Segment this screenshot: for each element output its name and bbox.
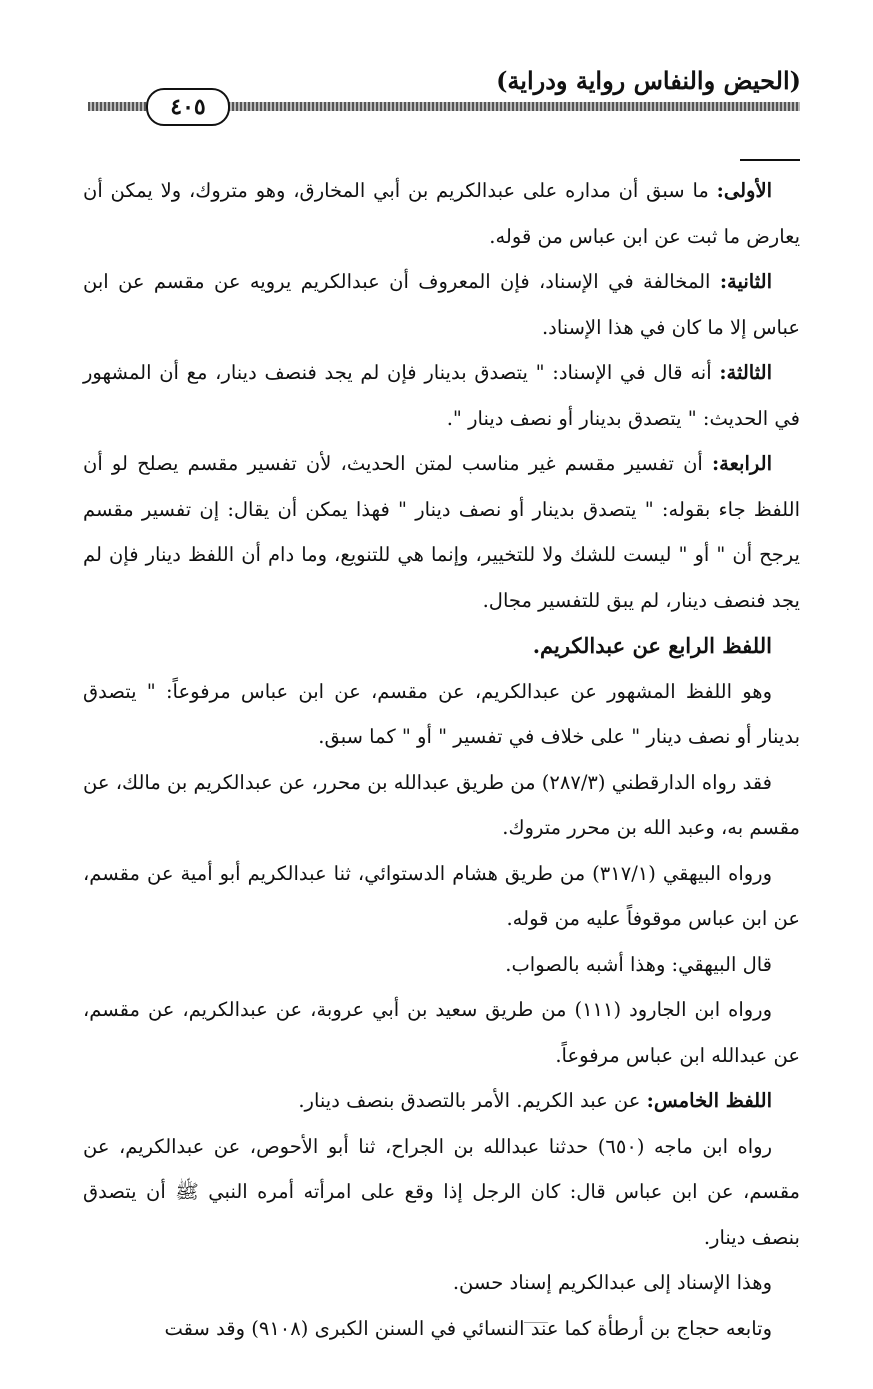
paragraph [83, 350, 800, 441]
paragraph [83, 168, 800, 259]
paragraph: قال البيهقي: وهذا أشبه بالصواب. [505, 952, 772, 976]
paragraph-label: الثالثة: [719, 361, 772, 384]
paragraph: فقد رواه الدارقطني (٢٨٧/٣) من طريق عبدالله بن محرر، عن عبدالكريم بن مالك، عن مقسم به، وعبد الله بن محرر متروك. [83, 770, 800, 839]
running-header-title: (الحيض والنفاس رواية ودراية) [496, 66, 801, 95]
paragraph-text: عن عبد الكريم. الأمر بالتصدق بنصف دينار. [298, 1089, 647, 1112]
section-heading: اللفظ الرابع عن عبدالكريم. [532, 633, 772, 658]
scan-mark [524, 1322, 548, 1323]
paragraph-label: اللفظ الخامس: [646, 1089, 772, 1112]
paragraph: وهو اللفظ المشهور عن عبدالكريم، عن مقسم، عن ابن عباس مرفوعاً: " يتصدق بدينار أو نصف دينار " على خلاف في تفسير " أو " كما سبق. [83, 679, 800, 748]
page-number-badge [146, 88, 230, 126]
paragraph [83, 1078, 800, 1124]
paragraph: رواه ابن ماجه (٦٥٠) حدثنا عبدالله بن الجراح، ثنا أبو الأحوص، عن عبدالكريم، عن مقسم، عن ابن عباس قال: كان الرجل إذا وقع على امرأته أمره النبي ﷺ أن يتصدق بنصف دينار. [83, 1134, 801, 1249]
paragraph: ورواه ابن الجارود (١١١) من طريق سعيد بن أبي عروبة، عن عبدالكريم، عن مقسم، عن عبدالله ابن عباس مرفوعاً. [83, 998, 800, 1067]
paragraph-label: الرابعة: [711, 452, 772, 475]
paragraph [83, 441, 800, 623]
paragraph-text: المخالفة في الإسناد، فإن المعروف أن عبدالكريم يرويه عن مقسم عن ابن عباس إلا ما كان في هذا الإسناد. [83, 270, 800, 339]
paragraph: ورواه البيهقي (٣١٧/١) من طريق هشام الدستوائي، ثنا عبدالكريم أبو أمية عن مقسم، عن ابن عباس موقوفاً عليه من قوله. [83, 861, 800, 930]
paragraph-label: الثانية: [719, 270, 772, 293]
paragraph: وهذا الإسناد إلى عبدالكريم إسناد حسن. [452, 1271, 772, 1294]
paragraph-text: أن تفسير مقسم غير مناسب لمتن الحديث، لأن تفسير مقسم يصلح لو أن اللفظ جاء بقوله: " يتصدق بدينار أو نصف دينار " فهذا يمكن أن يقال: إن تفسير مقسم يرجح أن " أو " ليست للشك ولا للتخيير، وإنما هي للتنويع، وما دام أن اللفظ دينار فإن لم يجد فنصف دينار، لم يبق للتفسير مجال. [83, 452, 800, 612]
paragraph-text: ما سبق أن مداره على عبدالكريم بن أبي المخارق، وهو متروك، ولا يمكن أن يعارض ما ثبت عن ابن عباس من قوله. [83, 179, 800, 248]
paragraph [83, 259, 800, 350]
paragraph-label: الأولى: [716, 179, 772, 202]
page-number: ٤٠٥ [170, 94, 206, 120]
separator-line [740, 159, 800, 161]
paragraph-text: أنه قال في الإسناد: " يتصدق بدينار فإن لم يجد فنصف دينار، مع أن المشهور في الحديث: " يتصدق بدينار أو نصف دينار ". [83, 361, 800, 430]
page-body [83, 168, 800, 1351]
paragraph: وتابعه حجاج بن أرطأة كما عند النسائي في السنن الكبرى (٩١٠٨) وقد سقت [164, 1316, 772, 1340]
